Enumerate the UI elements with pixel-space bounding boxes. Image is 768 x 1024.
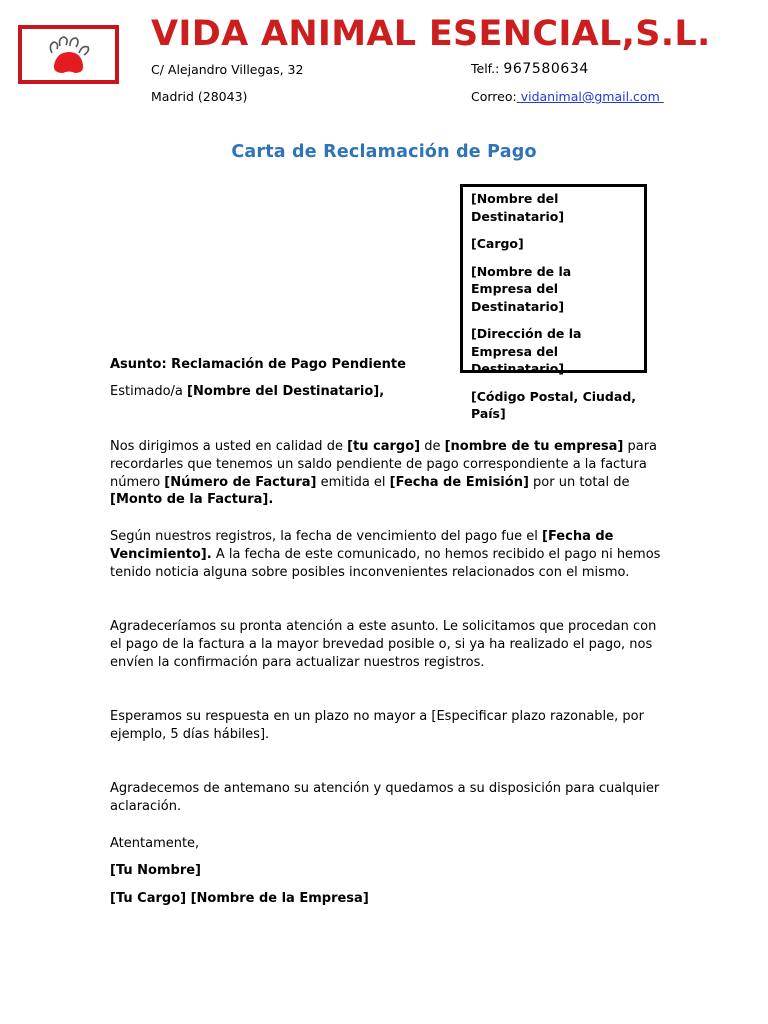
email-info <box>471 89 664 104</box>
recipient-position: [Cargo] <box>471 236 524 251</box>
closing: Atentamente, <box>110 836 200 851</box>
p1-bold-2: [nombre de tu empresa] <box>444 439 624 454</box>
paragraph-5: Agradecemos de antemano su atención y quedamos a su disposición para cualquier aclaración. <box>110 781 660 814</box>
recipient-postal: [Código Postal, Ciudad, País] <box>471 388 637 421</box>
paragraph-1 <box>110 438 663 509</box>
signature-position-text: [Tu Cargo] [Nombre de la Empresa] <box>110 891 369 906</box>
phone-value: 967580634 <box>503 61 589 77</box>
email-link[interactable]: vidanimal@gmail.com <box>516 89 664 104</box>
letter-title: Carta de Reclamación de Pago <box>231 142 537 162</box>
paw-logo-icon <box>22 29 115 80</box>
signature-name <box>110 862 663 880</box>
p1-text-2: de <box>420 439 445 454</box>
letter-subject <box>110 356 663 374</box>
p1-bold-5: [Monto de la Factura]. <box>110 492 274 508</box>
p1-text-5: por un total de <box>528 474 630 490</box>
recipient-company-address: [Dirección de la Empresa del Destinatario] <box>471 326 582 376</box>
phone-info <box>471 61 589 77</box>
greeting-name: [Nombre del Destinatario], <box>187 384 385 399</box>
company-address-line1: C/ Alejandro Villegas, 32 <box>151 62 304 77</box>
p2-text-2: A la fecha de este comunicado, no hemos recibido el pago ni hemos tenido noticia alguna sobre posibles inconvenientes relacionados con el mismo. <box>110 546 661 580</box>
signature-name-text: [Tu Nombre] <box>110 863 201 878</box>
p1-text-3: para recordarles que tenemos un saldo pendiente de pago correspondiente a la factura número <box>110 439 658 490</box>
email-label: Correo: <box>471 89 517 104</box>
p1-text-4: emitida el <box>316 474 390 490</box>
signature-position <box>110 890 663 908</box>
letter-greeting <box>110 383 663 401</box>
company-logo <box>18 25 119 84</box>
company-address-line2: Madrid (28043) <box>151 89 248 104</box>
paragraph-3: Agradeceríamos su pronta atención a este asunto. Le solicitamos que procedan con el pago de la factura a la mayor brevedad posible o, si ya ha realizado el pago, nos envíen la confirmación para actualizar nuestros registros. <box>110 619 657 670</box>
recipient-company: [Nombre de la Empresa del Destinatario] <box>471 263 572 314</box>
p2-bold-1: [Fecha de Vencimiento]. <box>110 529 614 562</box>
subject-text: Asunto: Reclamación de Pago Pendiente <box>110 357 406 372</box>
paragraph-4: Esperamos su respuesta en un plazo no mayor a [Especificar plazo razonable, por ejemplo, 5 días hábiles]. <box>110 709 644 742</box>
p1-bold-3: [Número de Factura] <box>164 474 317 490</box>
greeting-prefix: Estimado/a <box>110 384 188 399</box>
phone-label: Telf.: <box>471 61 500 76</box>
p1-bold-1: [tu cargo] <box>347 439 421 454</box>
p1-bold-4: [Fecha de Emisión] <box>389 474 529 490</box>
p2-text-1: Según nuestros registros, la fecha de vencimiento del pago fue el <box>110 529 542 544</box>
company-name: VIDA ANIMAL ESENCIAL,S.L. <box>151 14 711 54</box>
recipient-address-box <box>460 184 647 421</box>
paragraph-2 <box>110 528 663 581</box>
recipient-name: [Nombre del Destinatario] <box>471 191 565 224</box>
p1-text-1: Nos dirigimos a usted en calidad de <box>110 439 348 454</box>
